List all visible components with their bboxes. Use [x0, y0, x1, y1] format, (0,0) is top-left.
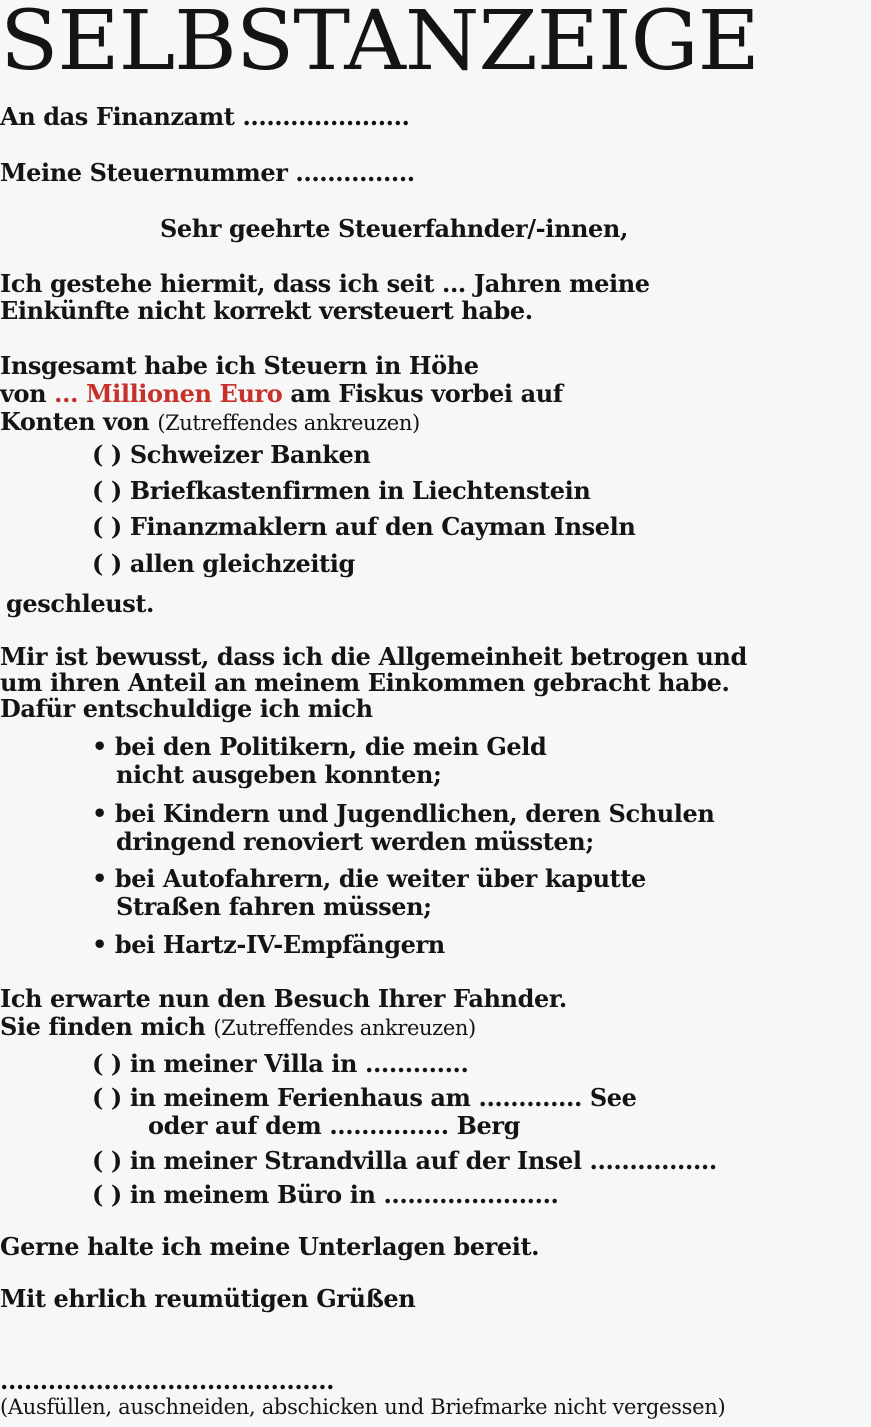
- documents-line: Gerne halte ich meine Unterlagen bereit.: [0, 1232, 540, 1261]
- amount-suffix: am Fiskus vorbei auf: [290, 379, 563, 408]
- awareness-line-2: um ihren Anteil an meinem Einkommen gebracht habe.: [0, 668, 730, 697]
- visit-line-2: [0, 1013, 476, 1042]
- document-title: SELBSTANZEIGE: [0, 0, 759, 89]
- tick-note-1: (Zutreffendes ankreuzen): [157, 411, 420, 435]
- location-villa: ( ) in meiner Villa in .............: [92, 1049, 469, 1078]
- tax-office-line: An das Finanzamt .....................: [0, 102, 410, 131]
- option-cayman: ( ) Finanzmaklern auf den Cayman Inseln: [92, 512, 636, 541]
- amount-line-1: Insgesamt habe ich Steuern in Höhe: [0, 351, 479, 380]
- salutation: Sehr geehrte Steuerfahnder/-innen,: [160, 214, 628, 243]
- accounts-line: [0, 408, 420, 437]
- tick-note-2: (Zutreffendes ankreuzen): [213, 1016, 476, 1040]
- signature-line: ..........................................: [0, 1366, 335, 1395]
- footer-instructions: (Ausfüllen, auschneiden, abschicken und Briefmarke nicht vergessen): [0, 1395, 726, 1419]
- closing-line: Mit ehrlich reumütigen Grüßen: [0, 1284, 416, 1313]
- apology-children-1: • bei Kindern und Jugendlichen, deren Schulen: [92, 799, 715, 828]
- awareness-line-3: Dafür entschuldige ich mich: [0, 694, 373, 723]
- amount-line-2: [0, 380, 563, 408]
- option-liechtenstein: ( ) Briefkastenfirmen in Liechtenstein: [92, 476, 591, 505]
- apology-drivers-1: • bei Autofahrern, die weiter über kaputte: [92, 864, 646, 893]
- option-all: ( ) allen gleichzeitig: [92, 549, 355, 578]
- accounts-label: Konten von: [0, 407, 150, 436]
- apology-children-2: dringend renoviert werden müssten;: [116, 827, 594, 856]
- find-me-label: Sie finden mich: [0, 1012, 206, 1041]
- apology-politicians-1: • bei den Politikern, die mein Geld: [92, 732, 547, 761]
- apology-drivers-2: Straßen fahren müssen;: [116, 892, 432, 921]
- awareness-line-1: Mir ist bewusst, dass ich die Allgemeinheit betrogen und: [0, 642, 747, 671]
- location-mountain: oder auf dem ............... Berg: [148, 1111, 521, 1140]
- geschleust-line: geschleust.: [6, 589, 155, 618]
- apology-hartz: • bei Hartz-IV-Empfängern: [92, 930, 445, 959]
- visit-line-1: Ich erwarte nun den Besuch Ihrer Fahnder.: [0, 984, 567, 1013]
- amount-prefix: von: [0, 379, 47, 408]
- location-holiday-house: ( ) in meinem Ferienhaus am ............. See: [92, 1083, 637, 1112]
- apology-politicians-2: nicht ausgeben konnten;: [116, 760, 442, 789]
- option-swiss-banks: ( ) Schweizer Banken: [92, 440, 371, 469]
- tax-number-line: Meine Steuernummer ...............: [0, 158, 415, 187]
- confession-line-2: Einkünfte nicht korrekt versteuert habe.: [0, 296, 533, 325]
- confession-line-1: Ich gestehe hiermit, dass ich seit ... Jahren meine: [0, 269, 650, 298]
- amount-highlight: ... Millionen Euro: [54, 379, 283, 408]
- location-office: ( ) in meinem Büro in ......................: [92, 1180, 559, 1209]
- location-beach-villa: ( ) in meiner Strandvilla auf der Insel ................: [92, 1146, 717, 1175]
